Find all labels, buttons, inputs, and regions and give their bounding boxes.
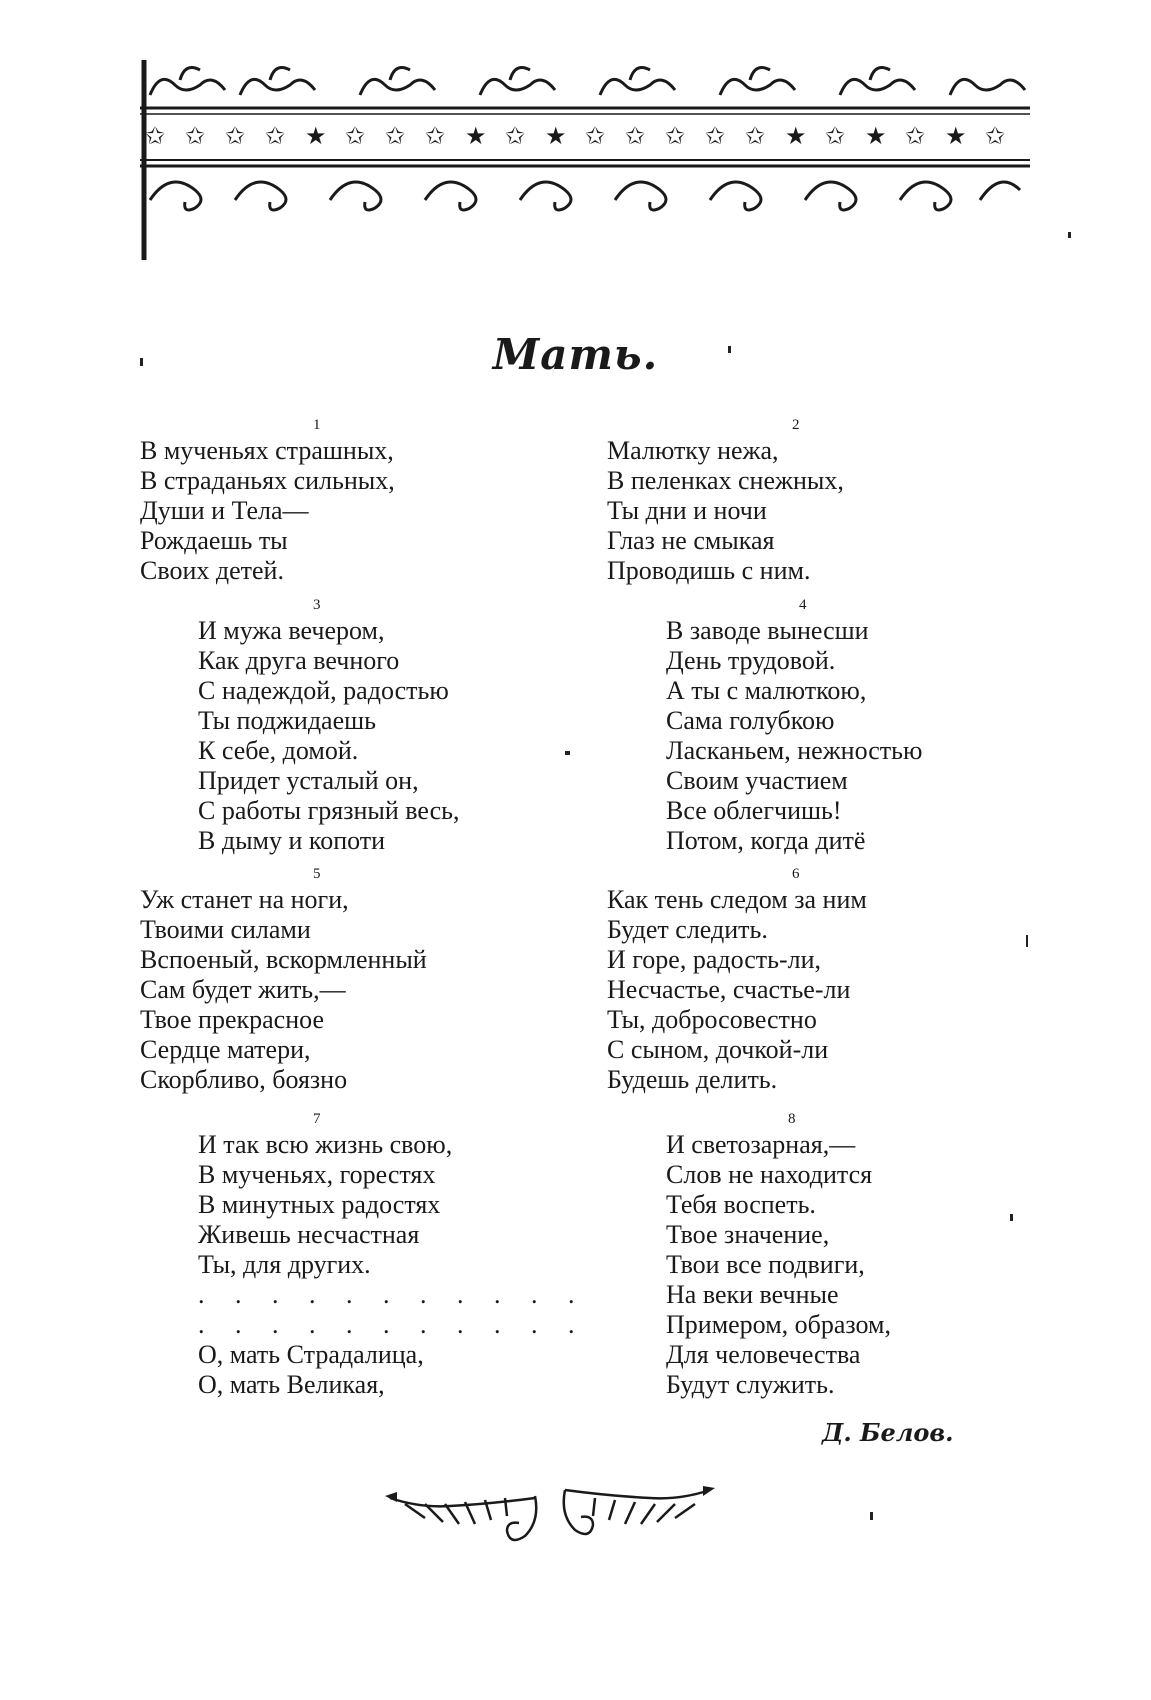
poem-line: Как друга вечного	[198, 646, 400, 675]
poem-line: В дыму и копоти	[198, 826, 386, 855]
poem-line: Все облегчишь!	[666, 796, 842, 825]
poem-line: День трудовой.	[666, 646, 836, 675]
stanza-number: 6	[792, 866, 800, 882]
poem-line: Уж станет на ноги,	[140, 885, 349, 914]
poem-line: Твое прекрасное	[140, 1005, 324, 1034]
poem-line: В мученьях страшных,	[140, 436, 394, 465]
top-ornament-border	[140, 60, 1030, 290]
poem-line: С работы грязный весь,	[198, 796, 460, 825]
poem-line: Сама голубкою	[666, 706, 835, 735]
poem-line: О, мать Великая,	[198, 1370, 385, 1399]
svg-text:✩: ✩	[345, 122, 366, 150]
poem-line: Своих детей.	[140, 556, 284, 585]
ellipsis-row: . . . . . . . . . . .	[198, 1280, 587, 1309]
poem-line: Души и Тела—	[140, 496, 309, 525]
poem-line: Тебя воспеть.	[666, 1190, 816, 1219]
stanza-6	[607, 866, 867, 1095]
svg-text:✩: ✩	[705, 122, 726, 150]
poem-line: О, мать Страдалица,	[198, 1340, 424, 1369]
stanza-number: 2	[792, 417, 800, 433]
svg-text:✩: ✩	[585, 122, 606, 150]
poem-line: И горе, радость-ли,	[607, 945, 822, 974]
poem-line: Вспоеный, вскормленный	[140, 945, 427, 974]
poem-line: Рождаешь ты	[140, 526, 288, 555]
poem-line: Будут служить.	[666, 1370, 835, 1399]
stanza-number: 5	[313, 866, 321, 882]
stanza-1	[140, 417, 395, 586]
svg-text:★: ★	[945, 122, 967, 150]
stanza-3	[198, 597, 460, 856]
poem-line: Сердце матери,	[140, 1035, 311, 1064]
author-signature: Д. Белов.	[822, 1418, 954, 1447]
svg-text:✩: ✩	[625, 122, 646, 150]
poem-line: Как тень следом за ним	[607, 885, 867, 914]
svg-text:✩: ✩	[225, 122, 246, 150]
svg-text:✩: ✩	[185, 122, 206, 150]
poem-line: В страданьях сильных,	[140, 466, 395, 495]
stanza-number: 8	[788, 1111, 796, 1127]
poem-line: И светозарная,—	[666, 1130, 856, 1159]
svg-text:★: ★	[305, 122, 327, 150]
poem-line: Ласканьем, нежностью	[666, 736, 923, 765]
stanza-number: 4	[799, 597, 807, 613]
svg-text:✩: ✩	[985, 122, 1006, 150]
stanza-number: 7	[313, 1111, 321, 1127]
poem-line: На веки вечные	[666, 1280, 839, 1309]
stanza-2	[607, 417, 844, 586]
svg-text:✩: ✩	[825, 122, 846, 150]
poem-line: Твое значение,	[666, 1220, 830, 1249]
poem-line: Ты поджидаешь	[198, 706, 377, 735]
svg-text:✩: ✩	[745, 122, 766, 150]
poem-line: Ты, для других.	[198, 1250, 371, 1279]
svg-text:✩: ✩	[145, 122, 166, 150]
poem-line: Глаз не смыкая	[607, 526, 775, 555]
poem-line: Живешь несчастная	[198, 1220, 420, 1249]
svg-text:✩: ✩	[385, 122, 406, 150]
poem-line: Будет следить.	[607, 915, 768, 944]
poem-line: Скорбливо, боязно	[140, 1065, 348, 1094]
svg-text:★: ★	[865, 122, 887, 150]
svg-text:★: ★	[465, 122, 487, 150]
poem-line: И мужа вечером,	[198, 616, 385, 645]
poem-title: Мать.	[492, 330, 659, 379]
poem-line: Придет усталый он,	[198, 766, 419, 795]
poem-line: А ты с малюткою,	[666, 676, 867, 705]
poem-line: Твоими силами	[140, 915, 311, 944]
svg-text:★: ★	[545, 122, 567, 150]
poem-line: Проводишь с ним.	[607, 556, 811, 585]
poem-line: В минутных радостях	[198, 1190, 441, 1219]
svg-text:✩: ✩	[665, 122, 686, 150]
poem-line: С сыном, дочкой-ли	[607, 1035, 829, 1064]
ellipsis-row: . . . . . . . . . . .	[198, 1310, 587, 1339]
poem-line: Сам будет жить,—	[140, 975, 346, 1004]
poem-line: Малютку нежа,	[607, 436, 779, 465]
poem-line: Своим участием	[666, 766, 848, 795]
poem-line: В заводе вынесши	[666, 616, 869, 645]
poem-line: Для человечества	[666, 1340, 861, 1369]
bottom-ornament	[385, 1480, 715, 1560]
poem-line: Будешь делить.	[607, 1065, 778, 1094]
poem-line: К себе, домой.	[198, 736, 359, 765]
svg-text:✩: ✩	[265, 122, 286, 150]
poem-line: И так всю жизнь свою,	[198, 1130, 453, 1159]
poem-line: Слов не находится	[666, 1160, 873, 1189]
poem-line: Примером, образом,	[666, 1310, 891, 1339]
poem-line: Потом, когда дитё	[666, 826, 866, 855]
stanza-5	[140, 866, 427, 1095]
svg-text:✩: ✩	[425, 122, 446, 150]
svg-text:★: ★	[785, 122, 807, 150]
stanza-8	[666, 1111, 891, 1400]
poem-line: В мученьях, горестях	[198, 1160, 436, 1189]
poem-line: В пеленках снежных,	[607, 466, 844, 495]
stanza-number: 3	[313, 597, 321, 613]
poem-line: С надеждой, радостью	[198, 676, 449, 705]
poem-line: Ты дни и ночи	[607, 496, 767, 525]
poem-line: Твои все подвиги,	[666, 1250, 865, 1279]
poem-line: Ты, добросовестно	[607, 1005, 817, 1034]
stanza-number: 1	[313, 417, 321, 433]
stanza-4	[666, 597, 923, 856]
svg-text:✩: ✩	[905, 122, 926, 150]
svg-text:✩: ✩	[505, 122, 526, 150]
poem-line: Несчастье, счастье-ли	[607, 975, 851, 1004]
stanza-7	[198, 1111, 587, 1400]
